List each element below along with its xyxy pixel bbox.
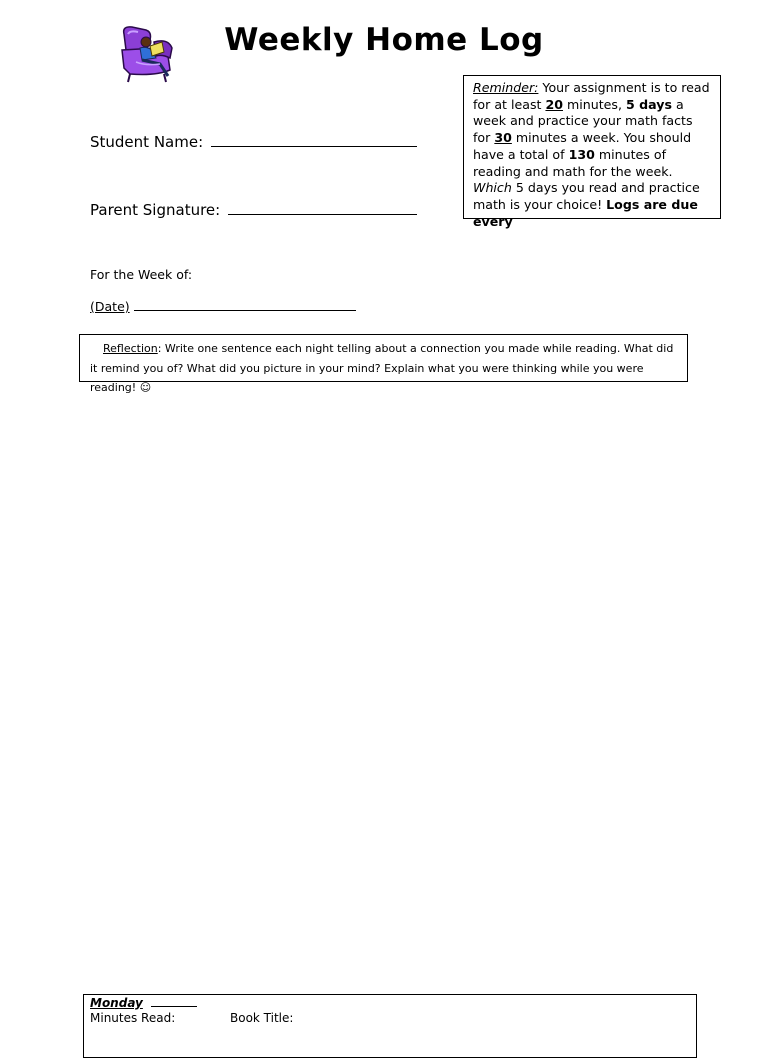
- parent-signature-row: [90, 201, 417, 219]
- reminder-text: minutes a week. You should have a total of: [473, 130, 692, 162]
- day-name: Monday: [90, 996, 143, 1010]
- monday-log-box: [83, 994, 697, 1058]
- page-title: Weekly Home Log: [224, 22, 544, 58]
- reminder-text: minutes of reading and math for the week.: [473, 146, 673, 179]
- reflection-text: : Write one sentence each night telling about a connection you made while reading. What did it remind you of? What did you picture in your mind? Explain what you were thinking while you were reading! ☺: [90, 342, 674, 394]
- parent-signature-field[interactable]: [228, 202, 417, 215]
- reminder-text: 5 days you read and practice math is your choice!: [473, 180, 700, 212]
- minutes-math-value: 30: [494, 130, 512, 146]
- reflection-box: [79, 334, 688, 394]
- monday-details-row: [90, 1011, 690, 1026]
- date-label: (Date): [90, 299, 130, 314]
- which-emphasis: Which: [473, 180, 512, 196]
- student-name-row: [90, 133, 417, 151]
- parent-signature-label: Parent Signature:: [90, 201, 221, 219]
- book-title-label: Book Title:: [230, 1011, 294, 1025]
- reminder-text: Your assignment is to read for at least: [473, 80, 710, 112]
- total-minutes-value: 130: [568, 146, 595, 162]
- reflection-label: Reflection: [103, 342, 158, 355]
- monday-row: [90, 996, 690, 1011]
- week-of-label: For the Week of:: [90, 267, 193, 282]
- monday-date-field[interactable]: [151, 996, 197, 1007]
- reminder-text: a week and practice your math facts for: [473, 96, 693, 146]
- reading-chair-icon: [116, 24, 186, 86]
- reminder-box: [463, 75, 721, 229]
- date-row: [90, 298, 356, 314]
- due-text: Logs are due every: [473, 196, 698, 229]
- student-name-label: Student Name:: [90, 133, 204, 151]
- reminder-label: Reminder:: [473, 80, 539, 95]
- student-name-field[interactable]: [211, 134, 417, 147]
- minutes-read-label: Minutes Read:: [90, 1011, 176, 1025]
- days-value: 5 days: [625, 96, 672, 112]
- date-field[interactable]: [134, 298, 356, 311]
- minutes-read-value: 20: [545, 96, 563, 112]
- reminder-text: minutes,: [562, 96, 626, 112]
